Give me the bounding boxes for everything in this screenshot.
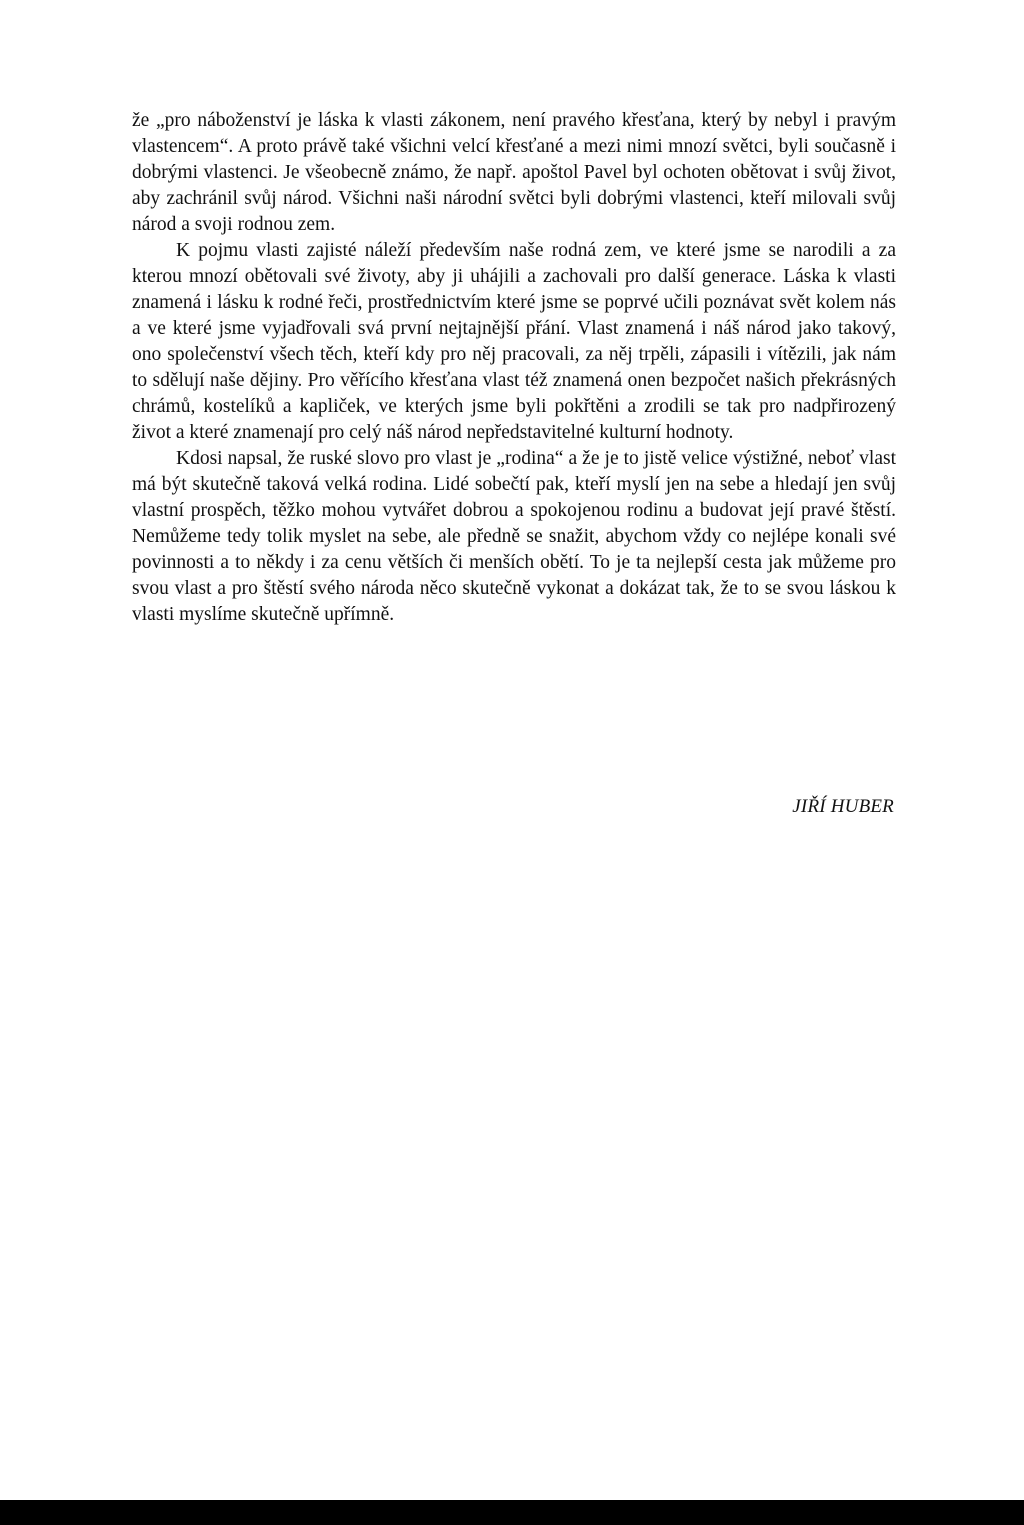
scan-border	[0, 1500, 1024, 1525]
article-body	[132, 108, 896, 628]
author-signature: JIŘÍ HUBER	[792, 796, 894, 817]
paragraph-3: Kdosi napsal, že ruské slovo pro vlast je „rodina“ a že je to jistě velice výstižné, neboť vlast má být skutečně taková velká rodina. Lidé sobečtí pak, kteří myslí jen na sebe a hledají jen svůj vlastní prospěch, těžko mohou vytvářet dobrou a spokojenou rodinu a budovat její pravé štěstí. Nemůžeme tedy tolik myslet na sebe, ale předně se snažit, abychom vždy co nejlépe konali své povinnosti a to někdy i za cenu větších či menších obětí. To je ta nejlepší cesta jak můžeme pro svou vlast a pro štěstí svého národa něco skutečně vykonat a dokázat tak, že to se svou láskou k vlasti myslíme skutečně upřímně.	[132, 448, 896, 625]
paragraph-2: K pojmu vlasti zajisté náleží především naše rodná zem, ve které jsme se narodili a za kterou mnozí obětovali své životy, aby ji uhájili a zachovali pro další generace. Láska k vlasti znamená i lásku k rodné řeči, prostřednictvím které jsme se poprvé učili poznávat svět kolem nás a ve které jsme vyjadřovali svá první nejtajnější přání. Vlast znamená i náš národ jako takový, ono společenství všech těch, kteří kdy pro něj pracovali, za něj trpěli, zápasili i vítězili, jak nám to sdělují naše dějiny. Pro věřícího křesťana vlast též znamená onen bezpočet našich překrásných chrámů, kostelíků a kapliček, ve kterých jsme byli pokřtěni a zrodili se tak pro nadpřirozený život a které znamenají pro celý náš národ nepředstavitelné kulturní hodnoty.	[132, 240, 896, 443]
paragraph-1: že „pro náboženství je láska k vlasti zákonem, není pravého křesťana, který by nebyl i pravým vlastencem“. A proto právě také všichni velcí křesťané a mezi nimi mnozí světci, byli současně i dobrými vlastenci. Je všeobecně známo, že např. apoštol Pavel byl ochoten obětovat i svůj život, aby zachránil svůj národ. Všichni naši národní světci byli dobrými vlastenci, kteří milovali svůj národ a svoji rodnou zem.	[132, 110, 896, 235]
